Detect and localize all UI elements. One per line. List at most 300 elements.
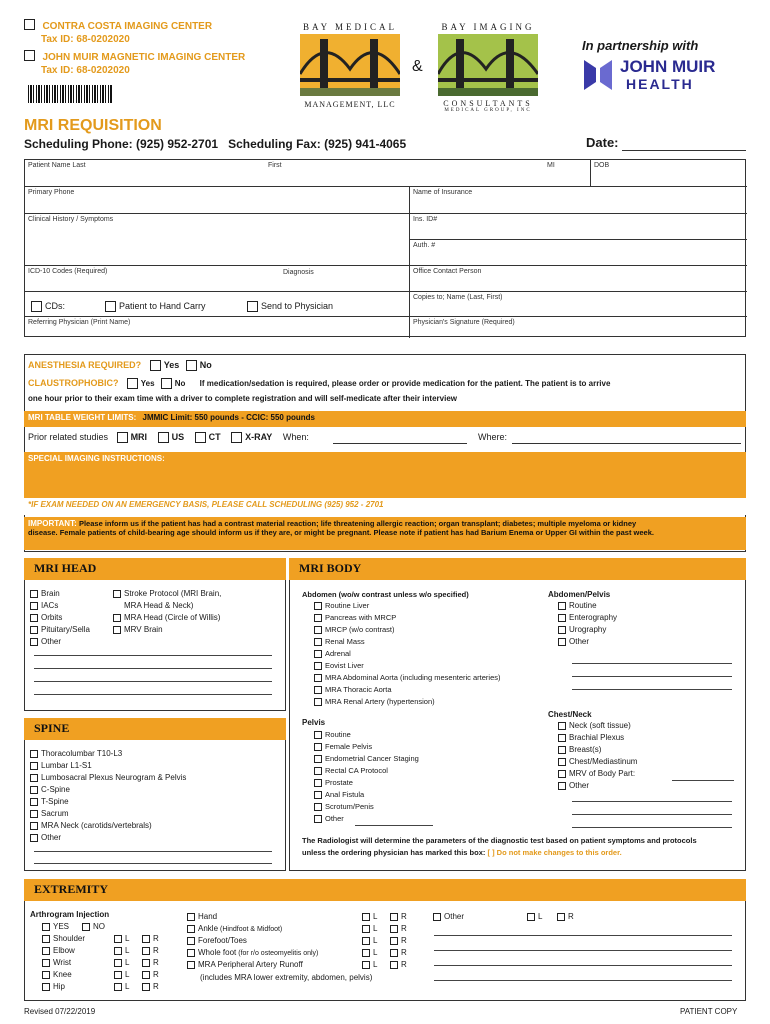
pelvis-option[interactable] [314, 742, 372, 751]
prior-mri-checkbox[interactable] [117, 432, 128, 443]
mri-head-option[interactable] [113, 601, 193, 610]
pelvis-option[interactable] [314, 802, 374, 811]
checkbox[interactable] [30, 834, 38, 842]
checkbox[interactable] [30, 602, 38, 610]
extremity-option[interactable] [187, 948, 318, 957]
checkbox[interactable] [42, 923, 50, 931]
checkbox[interactable] [187, 925, 195, 933]
abdomen-pelvis-option[interactable] [558, 601, 597, 610]
extremity-left-option[interactable] [362, 924, 377, 933]
checkbox[interactable] [42, 971, 50, 979]
other-line[interactable] [34, 851, 272, 852]
extremity-left-option[interactable] [114, 946, 129, 955]
send-physician-label: Send to Physician [261, 301, 334, 311]
checkbox[interactable] [558, 734, 566, 742]
important-label: IMPORTANT: [28, 519, 77, 528]
claustrophobic-label: CLAUSTROPHOBIC? [28, 378, 119, 388]
side-label: L [125, 934, 130, 943]
checkbox[interactable] [142, 971, 150, 979]
arthrogram-no-option[interactable] [82, 922, 105, 931]
other-line[interactable] [34, 694, 272, 695]
checkbox[interactable] [314, 743, 322, 751]
office-contact-field[interactable] [410, 266, 747, 292]
abdomen-option[interactable] [314, 697, 435, 706]
other-line[interactable] [434, 965, 732, 966]
option-label: Forefoot/Toes [198, 936, 247, 945]
extremity-right-option[interactable] [390, 960, 407, 969]
chest-neck-option[interactable] [558, 781, 589, 790]
spine-option[interactable] [30, 761, 92, 770]
john-muir-logo-icon [582, 58, 614, 97]
tax-id: Tax ID: 68-0202020 [41, 65, 130, 76]
pelvis-option[interactable] [314, 778, 353, 787]
extremity-left-option[interactable] [114, 958, 129, 967]
checkbox[interactable] [113, 626, 121, 634]
side-label: L [373, 936, 378, 945]
mri-head-option[interactable] [30, 613, 62, 622]
field-label: Name of Insurance [413, 189, 473, 196]
checkbox[interactable] [314, 815, 322, 823]
insurance-name-field[interactable] [410, 187, 747, 214]
primary-phone-field[interactable] [25, 187, 410, 214]
field-label: Primary Phone [28, 189, 75, 196]
checkbox[interactable] [390, 949, 398, 957]
option-label: T-Spine [41, 797, 69, 806]
prior-xray-checkbox[interactable] [231, 432, 242, 443]
abdomen-option[interactable] [314, 601, 369, 610]
other-line[interactable] [572, 663, 732, 664]
side-label: R [153, 970, 159, 979]
option-label: Hip [53, 982, 66, 991]
other-line[interactable] [434, 950, 732, 951]
diagnosis-label: Diagnosis [283, 269, 314, 276]
cds-label: CDs: [45, 301, 65, 311]
extremity-right-option[interactable] [142, 958, 159, 967]
other-line[interactable] [572, 827, 732, 828]
anesthesia-no-checkbox[interactable] [186, 360, 197, 371]
john-muir-health: HEALTH [626, 76, 694, 92]
checkbox[interactable] [142, 959, 150, 967]
checkbox[interactable] [187, 937, 195, 945]
clinical-history-field[interactable] [25, 214, 410, 266]
field-label: Physician's Signature (Required) [413, 319, 515, 326]
option-label: Routine [325, 730, 351, 739]
checkbox[interactable] [30, 774, 38, 782]
when-field[interactable] [333, 443, 467, 444]
spine-option[interactable] [30, 797, 69, 806]
extremity-right-option[interactable] [142, 982, 159, 991]
checkbox[interactable] [314, 686, 322, 694]
ampersand: & [412, 58, 423, 75]
checkbox[interactable] [30, 626, 38, 634]
cds-row [25, 292, 410, 317]
mri-head-option[interactable] [113, 613, 220, 622]
other-line[interactable] [572, 814, 732, 815]
checkbox[interactable] [42, 983, 50, 991]
option-label: MRA Head (Circle of Willis) [124, 613, 221, 622]
extremity-option[interactable] [187, 960, 303, 969]
pelvis-option[interactable] [314, 814, 344, 823]
checkbox[interactable] [314, 662, 322, 670]
pelvis-option[interactable] [314, 730, 351, 739]
arthrogram-yes-option[interactable] [42, 922, 69, 931]
extremity-right-option[interactable] [390, 936, 407, 945]
auth-number-field[interactable] [410, 240, 747, 266]
special-instructions-area[interactable] [24, 452, 746, 498]
mri-head-option[interactable] [30, 589, 60, 598]
emergency-note: *IF EXAM NEEDED ON AN EMERGENCY BASIS, PLEASE CALL SCHEDULING (925) 952 - 2701 [24, 498, 746, 515]
checkbox[interactable] [42, 959, 50, 967]
checkbox[interactable] [42, 947, 50, 955]
referring-physician-field[interactable] [25, 317, 410, 338]
pelvis-other-line[interactable] [355, 825, 433, 826]
other-line[interactable] [434, 980, 732, 981]
checkbox[interactable] [114, 983, 122, 991]
spine-option[interactable] [30, 773, 186, 782]
mri-head-option[interactable] [113, 589, 221, 598]
extremity-other-option[interactable] [433, 912, 464, 921]
physician-signature-field[interactable] [410, 317, 747, 338]
option-label: Sacrum [41, 809, 69, 818]
checkbox[interactable] [558, 602, 566, 610]
yes-label: Yes [163, 360, 180, 370]
field-label: ICD-10 Codes (Required) [28, 268, 108, 275]
checkbox[interactable] [187, 961, 195, 969]
checkbox[interactable] [247, 301, 258, 312]
send-physician-option[interactable] [247, 301, 333, 312]
checkbox[interactable] [390, 961, 398, 969]
checkbox[interactable] [113, 590, 121, 598]
important-text-1: Please inform us if the patient has had a contrast material reaction; life threatening allergic reaction; organ transplant; diabetes; multiple myeloma or kidney [78, 519, 637, 528]
checkbox[interactable] [362, 925, 370, 933]
cds-option[interactable] [31, 301, 65, 312]
option-label: MRA Abdominal Aorta (including mesenteric arteries) [325, 673, 501, 682]
extremity-right-option[interactable] [390, 924, 407, 933]
option-label: Other [41, 637, 62, 646]
checkbox[interactable] [30, 750, 38, 758]
abdomen-option[interactable] [314, 613, 396, 622]
checkbox[interactable] [30, 810, 38, 818]
checkbox[interactable] [30, 638, 38, 646]
extremity-left-option[interactable] [362, 912, 377, 921]
option-label: MRV of Body Part: [569, 769, 636, 778]
icd-codes-field[interactable] [25, 266, 410, 292]
option-label: Prostate [325, 778, 353, 787]
option-label: Routine [569, 601, 597, 610]
extremity-left-option[interactable] [114, 970, 129, 979]
other-line[interactable] [34, 668, 272, 669]
extremity-option[interactable] [42, 934, 85, 943]
copies-to-field[interactable] [410, 292, 747, 317]
other-line[interactable] [34, 681, 272, 682]
checkbox[interactable] [558, 722, 566, 730]
hand-carry-option[interactable] [105, 301, 206, 312]
field-label: Auth. # [413, 242, 436, 249]
side-label: R [153, 982, 159, 991]
spine-option[interactable] [30, 785, 70, 794]
no-changes-box[interactable]: [ ] [487, 848, 495, 857]
dob-field[interactable] [590, 160, 747, 187]
chest-neck-option[interactable] [558, 757, 637, 766]
extremity-option[interactable] [42, 970, 72, 979]
checkbox[interactable] [30, 822, 38, 830]
abdomen-option[interactable] [314, 637, 365, 646]
option-label: Breast(s) [569, 745, 602, 754]
extremity-left-option[interactable] [114, 982, 129, 991]
checkbox[interactable] [314, 614, 322, 622]
side-label: R [401, 948, 407, 957]
checkbox[interactable] [82, 923, 90, 931]
option-note: (for r/o osteomyelitis only) [238, 950, 319, 957]
extremity-left-option[interactable] [362, 948, 377, 957]
checkbox[interactable] [362, 949, 370, 957]
xray-label: X-RAY [245, 432, 273, 442]
weight-limit-label: MRI TABLE WEIGHT LIMITS: [28, 413, 137, 422]
option-label: Enterography [569, 613, 618, 622]
revised-date: Revised 07/22/2019 [24, 1007, 96, 1016]
checkbox[interactable] [187, 913, 195, 921]
bay-medical-title: BAY MEDICAL [302, 22, 398, 32]
checkbox[interactable] [558, 614, 566, 622]
checkbox[interactable] [142, 983, 150, 991]
mrv-body-part-line[interactable] [672, 780, 734, 781]
option-label: Other [41, 833, 62, 842]
checkbox[interactable] [362, 913, 370, 921]
checkbox[interactable] [314, 638, 322, 646]
patient-copy-label: PATIENT COPY [680, 1007, 738, 1016]
other-line[interactable] [572, 801, 732, 802]
abdomen-option[interactable] [314, 649, 351, 658]
important-text-2: disease. Female patients of child-bearing age should inform us if they are, or might be pregnant. Please note if patient has had Barium Enema or Upper GI within the past week. [28, 528, 654, 537]
checkbox[interactable] [362, 961, 370, 969]
extremity-option[interactable] [42, 982, 65, 991]
extremity-left-option[interactable] [362, 936, 377, 945]
checkbox[interactable] [314, 602, 322, 610]
claustrophobic-no-checkbox[interactable] [161, 378, 172, 389]
date-field[interactable] [622, 150, 746, 151]
chest-neck-option[interactable] [558, 733, 624, 742]
option-label: Brain [41, 589, 60, 598]
side-label: L [125, 958, 130, 967]
side-label: R [401, 960, 407, 969]
checkbox[interactable] [114, 959, 122, 967]
mri-head-option[interactable] [113, 625, 163, 634]
checkbox[interactable] [114, 935, 122, 943]
abdomen-pelvis-option[interactable] [558, 613, 617, 622]
checkbox[interactable] [30, 786, 38, 794]
extremity-option[interactable] [187, 912, 217, 921]
checkbox[interactable] [558, 770, 566, 778]
claustrophobic-row [28, 378, 610, 389]
option-label: Female Pelvis [325, 742, 373, 751]
checkbox[interactable] [314, 626, 322, 634]
mri-head-option[interactable] [30, 601, 58, 610]
checkbox[interactable] [30, 762, 38, 770]
option-label: MRA Head & Neck) [124, 601, 194, 610]
no-label: NO [93, 922, 105, 931]
extremity-option[interactable] [187, 936, 247, 945]
important-notice [24, 517, 746, 550]
checkbox[interactable] [390, 913, 398, 921]
checkbox[interactable] [30, 590, 38, 598]
us-label: US [171, 432, 185, 442]
radiologist-note-2 [302, 848, 622, 857]
extremity-right-option[interactable] [142, 970, 159, 979]
spine-option[interactable] [30, 821, 152, 830]
no-label: No [174, 379, 186, 388]
extremity-option[interactable] [187, 924, 282, 933]
option-label: Orbits [41, 613, 63, 622]
checkbox[interactable] [390, 925, 398, 933]
checkbox[interactable] [558, 758, 566, 766]
extremity-other-left[interactable] [527, 912, 542, 921]
mri-head-option[interactable] [30, 637, 61, 646]
checkbox[interactable] [558, 746, 566, 754]
side-label: L [125, 970, 130, 979]
spine-option[interactable] [30, 809, 69, 818]
center-option-jmmic[interactable] [24, 47, 245, 76]
mri-head-title: MRI HEAD [24, 558, 286, 580]
checkbox[interactable] [314, 755, 322, 763]
other-line[interactable] [34, 655, 272, 656]
other-line[interactable] [434, 935, 732, 936]
patient-last-name-field[interactable] [25, 160, 590, 187]
option-label: Lumbar L1-S1 [41, 761, 92, 770]
extremity-left-option[interactable] [362, 960, 377, 969]
checkbox[interactable] [105, 301, 116, 312]
claustrophobic-yes-checkbox[interactable] [127, 378, 138, 389]
side-label: L [125, 946, 130, 955]
page-title: MRI REQUISITION [24, 117, 162, 134]
where-field[interactable] [512, 443, 741, 444]
prior-ct-checkbox[interactable] [195, 432, 206, 443]
option-label: Scrotum/Penis [325, 802, 374, 811]
checkbox[interactable] [142, 947, 150, 955]
option-label: Other [569, 637, 590, 646]
checkbox[interactable] [314, 731, 322, 739]
checkbox[interactable] [314, 674, 322, 682]
other-line[interactable] [572, 689, 732, 690]
spine-option[interactable] [30, 749, 122, 758]
abdomen-option[interactable] [314, 673, 501, 682]
side-label: L [373, 960, 378, 969]
partnership-text: In partnership with [582, 38, 699, 53]
checkbox[interactable] [42, 935, 50, 943]
checkbox[interactable] [558, 638, 566, 646]
side-label: L [373, 948, 378, 957]
weight-limit-strip [24, 411, 746, 427]
checkbox[interactable] [24, 19, 35, 30]
checkbox[interactable] [314, 767, 322, 775]
checkbox[interactable] [557, 913, 565, 921]
checkbox[interactable] [314, 791, 322, 799]
checkbox[interactable] [314, 698, 322, 706]
other-line[interactable] [34, 863, 272, 864]
other-line[interactable] [572, 676, 732, 677]
chest-neck-option[interactable] [558, 721, 631, 730]
field-label: Clinical History / Symptoms [28, 216, 114, 223]
insurance-id-field[interactable] [410, 214, 747, 240]
pelvis-option[interactable] [314, 754, 419, 763]
side-label: L [373, 924, 378, 933]
field-label: Patient Name Last [28, 162, 86, 169]
checkbox[interactable] [30, 798, 38, 806]
option-label: Brachial Plexus [569, 733, 625, 742]
extremity-right-option[interactable] [390, 912, 407, 921]
pelvis-option[interactable] [314, 766, 388, 775]
abdomen-option[interactable] [314, 661, 364, 670]
checkbox[interactable] [114, 947, 122, 955]
extremity-left-option[interactable] [114, 934, 129, 943]
abdomen-pelvis-option[interactable] [558, 637, 589, 646]
bay-medical-subtitle: MANAGEMENT, LLC [304, 100, 396, 109]
option-label: Hand [198, 912, 218, 921]
checkbox[interactable] [314, 650, 322, 658]
option-label: Knee [53, 970, 72, 979]
option-label: Urography [569, 625, 607, 634]
side-label: R [153, 958, 159, 967]
checkbox[interactable] [30, 614, 38, 622]
checkbox[interactable] [114, 971, 122, 979]
checkbox[interactable] [113, 614, 121, 622]
abdomen-option[interactable] [314, 685, 392, 694]
chest-neck-option[interactable] [558, 769, 635, 778]
abdomen-option[interactable] [314, 625, 394, 634]
checkbox[interactable] [558, 782, 566, 790]
abdomen-pelvis-option[interactable] [558, 625, 606, 634]
extremity-other-right[interactable] [557, 912, 574, 921]
extremity-right-option[interactable] [142, 946, 159, 955]
option-label: C-Spine [41, 785, 70, 794]
anesthesia-row [28, 360, 212, 371]
checkbox[interactable] [390, 937, 398, 945]
checkbox[interactable] [31, 301, 42, 312]
spine-option[interactable] [30, 833, 61, 842]
prior-us-checkbox[interactable] [158, 432, 169, 443]
checkbox[interactable] [558, 626, 566, 634]
option-label: Adrenal [325, 649, 351, 658]
mri-head-option[interactable] [30, 625, 90, 634]
side-label: R [401, 924, 407, 933]
checkbox[interactable] [362, 937, 370, 945]
option-label: Chest/Mediastinum [569, 757, 638, 766]
checkbox[interactable] [142, 935, 150, 943]
extremity-option[interactable] [42, 958, 71, 967]
center-option-ccic[interactable] [24, 16, 212, 45]
side-label: R [153, 946, 159, 955]
checkbox[interactable] [314, 779, 322, 787]
side-label: R [153, 934, 159, 943]
scheduling-info: Scheduling Phone: (925) 952-2701 Scheduling Fax: (925) 941-4065 [24, 137, 407, 151]
extremity-right-option[interactable] [390, 948, 407, 957]
pelvis-option[interactable] [314, 790, 364, 799]
where-label: Where: [478, 432, 508, 442]
checkbox[interactable] [527, 913, 535, 921]
field-label: Referring Physician (Print Name) [28, 319, 131, 326]
option-label: Pancreas with MRCP [325, 613, 397, 622]
extremity-option[interactable] [42, 946, 75, 955]
checkbox[interactable] [187, 949, 195, 957]
bay-medical-logo [300, 34, 400, 96]
other-label: Other [444, 912, 465, 921]
extremity-right-option[interactable] [142, 934, 159, 943]
checkbox[interactable] [433, 913, 441, 921]
checkbox[interactable] [314, 803, 322, 811]
chest-neck-option[interactable] [558, 745, 601, 754]
anesthesia-yes-checkbox[interactable] [150, 360, 161, 371]
checkbox[interactable] [24, 50, 35, 61]
hand-carry-label: Patient to Hand Carry [119, 301, 206, 311]
